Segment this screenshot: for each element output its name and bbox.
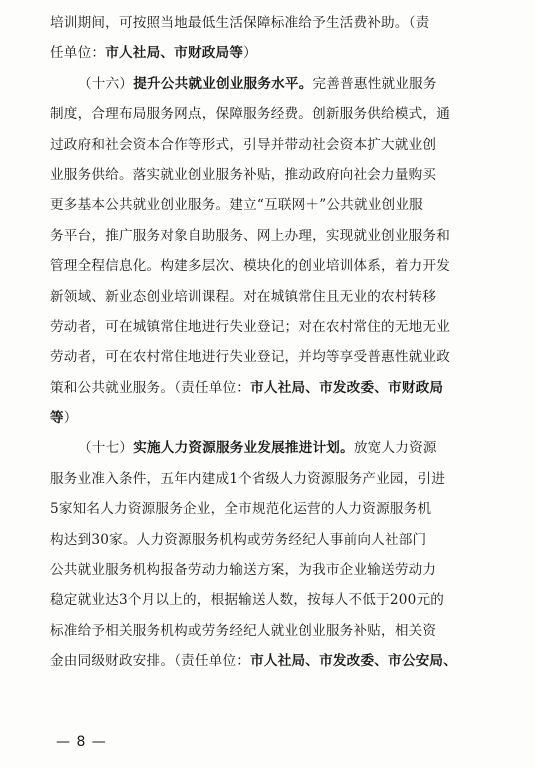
- text-run: 任单位：: [50, 45, 106, 62]
- text-run: 管理全程信息化。构建多层次、模块化的创业培训体系，着力开发: [50, 258, 451, 275]
- text-run: 更多基本公共就业创业服务。建立“互联网＋”公共就业创业服: [50, 197, 423, 214]
- text-line: [50, 160, 505, 190]
- text-run: 过政府和社会资本合作等形式，引导并带动社会资本扩大就业创: [50, 136, 437, 153]
- text-run: 劳动者，可在农村常住地进行失业登记，并均等享受普惠性就业政: [50, 349, 451, 366]
- text-run: ）: [63, 410, 78, 427]
- text-line: [50, 585, 505, 615]
- text-run: 业服务供给。落实就业创业服务补贴，推动政府向社会力量购买: [50, 166, 437, 183]
- text-run: 策和公共就业服务。（责任单位：: [50, 379, 251, 396]
- text-line: [50, 99, 505, 129]
- text-run: 稳定就业达3个月以上的，根据输送人数，按每人不低于200元的: [50, 592, 445, 609]
- text-run: 5家知名人力资源服务企业，全市规范化运营的人力资源服务机: [50, 501, 432, 518]
- text-run: 劳动者，可在城镇常住地进行失业登记；对在农村常住的无地无业: [50, 318, 451, 335]
- text-line: [50, 312, 505, 342]
- text-run: 放宽人力资源: [353, 440, 437, 457]
- text-run: 金由同级财政安排。（责任单位：: [50, 653, 251, 670]
- text-run: 公共就业服务机构报备劳动力输送方案，为我市企业输送劳动力: [50, 562, 437, 579]
- bold-text: 等: [50, 410, 64, 427]
- page-number: — 8 —: [56, 734, 107, 750]
- text-line: [50, 494, 505, 524]
- text-line: [50, 190, 505, 220]
- text-run: 新领域、新业态创业培训课程。对在城镇常住且无业的农村转移: [50, 288, 437, 305]
- text-line: [50, 38, 505, 68]
- bold-text: 实施人力资源服务业发展推进计划。: [133, 440, 354, 457]
- bold-text: 市人社局、市财政局等: [105, 45, 244, 62]
- bold-text: 市人社局、市发改委、市财政局: [250, 379, 444, 396]
- text-line: [50, 433, 505, 463]
- text-run: 服务业准入条件，五年内建成1个省级人力资源服务产业园，引进: [50, 470, 446, 487]
- text-line: [50, 646, 505, 676]
- text-line: [50, 616, 505, 646]
- text-run: （十七）: [78, 440, 134, 457]
- text-line: [50, 555, 505, 585]
- text-line: [50, 525, 505, 555]
- bold-text: 提升公共就业创业服务水平。: [133, 75, 313, 92]
- text-line: [50, 130, 505, 160]
- document-body: [50, 8, 505, 677]
- text-run: 制度，合理布局服务网点，保障服务经费。创新服务供给模式，通: [50, 106, 451, 123]
- text-run: 完善普惠性就业服务: [312, 75, 437, 92]
- text-run: 务平台，推广服务对象自助服务、网上办理，实现就业创业服务和: [50, 227, 451, 244]
- text-line: [50, 8, 505, 38]
- bold-text: 市人社局、市发改委、市公安局、: [250, 653, 458, 670]
- text-run: 标准给予相关服务机构或劳务经纪人就业创业服务补贴，相关资: [50, 622, 437, 639]
- text-run: 构达到30家。人力资源服务机构或劳务经纪人事前向人社部门: [50, 531, 427, 548]
- text-line: [50, 373, 505, 403]
- text-line: [50, 251, 505, 281]
- text-line: [50, 464, 505, 494]
- text-line: [50, 282, 505, 312]
- text-line: [50, 69, 505, 99]
- text-run: （十六）: [78, 75, 134, 92]
- text-line: [50, 221, 505, 251]
- text-run: ）: [243, 45, 257, 62]
- text-run: 培训期间，可按照当地最低生活保障标准给予生活费补助。（责: [50, 15, 430, 31]
- text-line: [50, 403, 505, 433]
- text-line: [50, 342, 505, 372]
